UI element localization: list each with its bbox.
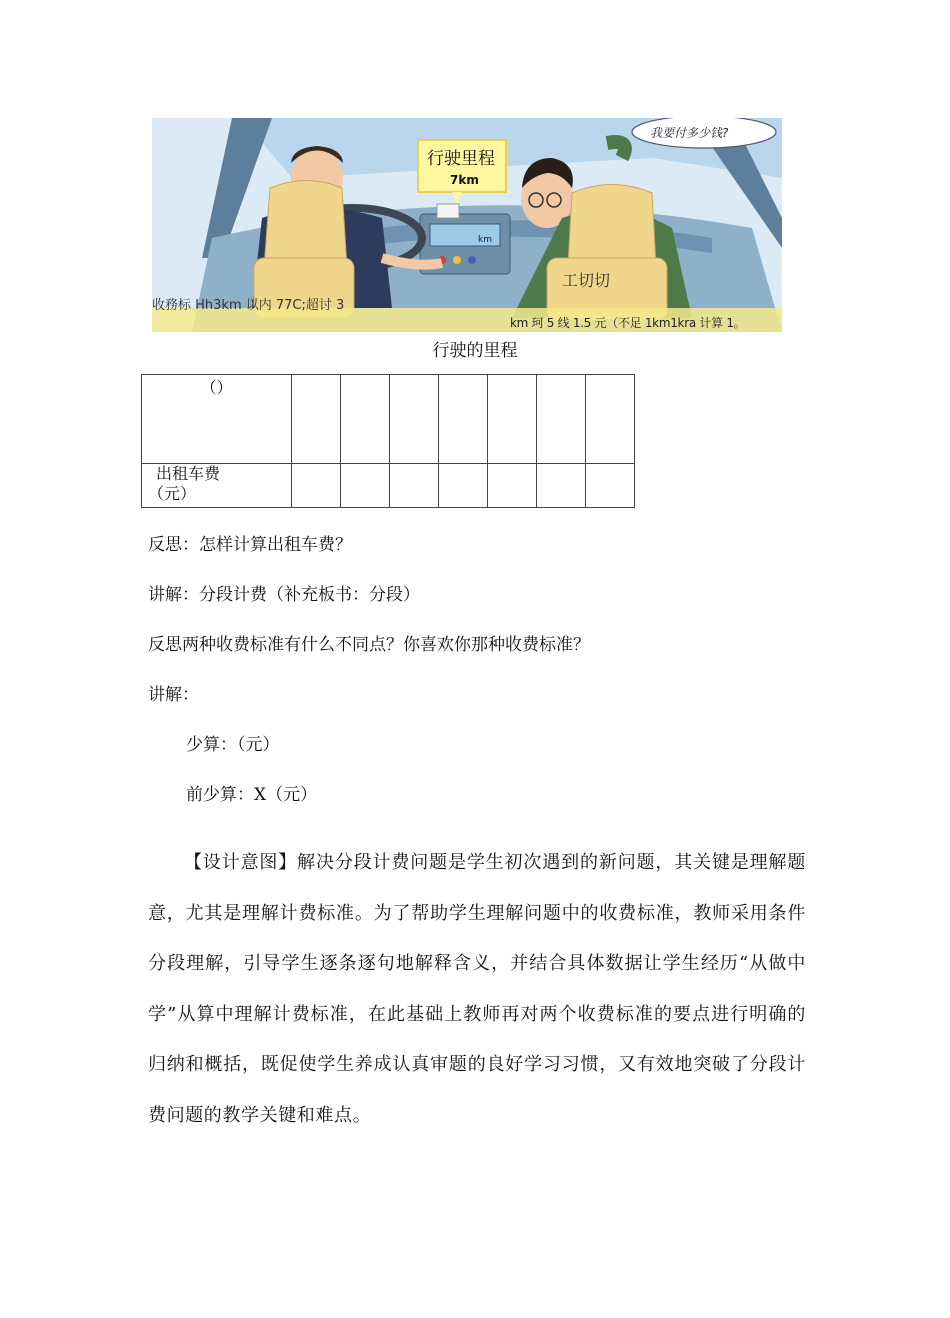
overlay-text-line1: 收務标 Hh3km 以内 77C;超讨 3 [152, 298, 345, 313]
table-cell [488, 375, 537, 464]
row2-header-line1: 出租车费 [156, 464, 221, 483]
explain-line-1: 讲解：分段计费（补充板书：分段） [148, 585, 420, 605]
design-intent-paragraph: 【设计意图】解决分段计费问题是学生初次遇到的新问题，其关键是理解题意，尤其是理解计费标准。为了帮助学生理解问题中的收费标准，教师采用条件分段理解，引导学生逐条逐句地解释含义，并结合具体数据让学生经历“从做中学”从算中理解计费标准，在此基础上教师再对两个收费标准的要点进行明确的归纳和概括，既促使学生养成认真审题的良好学习习惯，又有效地突破了分段计费问题的教学关键和难点。 [148, 852, 806, 1126]
table-cell [390, 464, 439, 508]
table-cell [341, 464, 390, 508]
calc-line-2: 前少算：X（元） [186, 785, 318, 805]
overlay-text-line2: km 珂 5 线 1.5 元（不足 1km1kra 计算 1。 [510, 316, 746, 330]
table-cell [292, 375, 341, 464]
reflect-question-1: 反思：怎样计算出租车费？ [148, 535, 352, 555]
table-row [142, 464, 635, 508]
table-cell [488, 464, 537, 508]
table-cell [586, 464, 635, 508]
sign-value: 7km [450, 173, 479, 187]
table-cell [537, 464, 586, 508]
meter-unit-label: km [478, 235, 492, 245]
speech-bubble-text: 我要付多少钱? [650, 126, 729, 140]
table-cell [586, 375, 635, 464]
table-cell [341, 375, 390, 464]
table-cell [537, 375, 586, 464]
table-cell [390, 375, 439, 464]
row1-header: （） [142, 375, 292, 464]
table-cell [292, 464, 341, 508]
row2-header [142, 464, 292, 508]
table-row [142, 375, 635, 464]
explain-line-2: 讲解： [148, 685, 199, 705]
reflect-question-2: 反思两种收费标准有什么不同点？你喜欢你那种收费标准？ [148, 635, 590, 655]
figure-caption: 行驶的里程 [432, 341, 518, 361]
table-cell [439, 464, 488, 508]
row2-header-line2: （元） [148, 484, 197, 503]
sign-title: 行驶里程 [427, 149, 495, 169]
table-cell [439, 375, 488, 464]
fare-table [141, 374, 635, 508]
seat-text: 工切切 [562, 271, 611, 290]
calc-line-1: 少算：（元） [186, 735, 280, 755]
